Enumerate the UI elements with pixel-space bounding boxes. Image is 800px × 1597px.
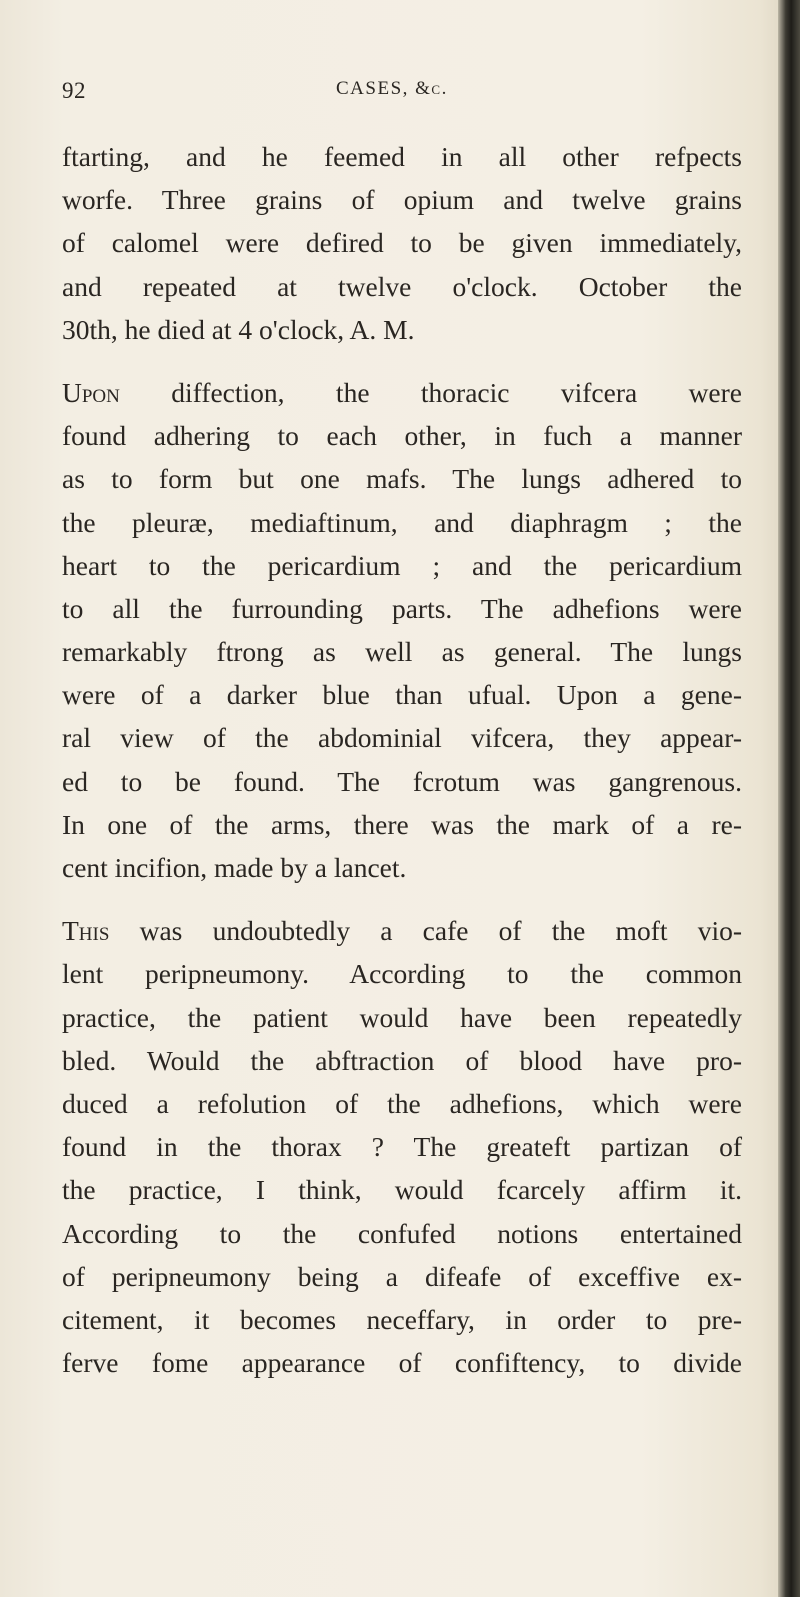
text-line: and repeated at twelve o'clock. October the — [62, 270, 742, 302]
text-line: worfe. Three grains of opium and twelve grains — [62, 184, 742, 216]
text-line: remarkably ftrong as well as general. The lungs — [62, 636, 742, 668]
text-line: were of a darker blue than ufual. Upon a gene- — [62, 679, 742, 711]
text-line: ral view of the abdominial vifcera, they appear- — [62, 722, 742, 754]
text-line: citement, it becomes neceffary, in order to pre- — [62, 1303, 742, 1335]
text-line: 30th, he died at 4 o'clock, A. M. — [62, 313, 415, 345]
paragraph-lead-word: Upon — [62, 376, 120, 408]
running-title: CASES, &c. — [336, 78, 448, 99]
text-line: ed to be found. The fcrotum was gangrenous. — [62, 765, 742, 797]
text-line: In one of the arms, there was the mark of a re- — [62, 808, 742, 840]
body-text — [62, 135, 742, 1384]
page-number: 92 — [62, 78, 86, 103]
text-line: duced a refolution of the adhefions, which were — [62, 1087, 742, 1119]
paragraph-2 — [62, 371, 742, 889]
page-binding-edge — [778, 0, 800, 1597]
text-line: the practice, I think, would fcarcely affirm it. — [62, 1174, 742, 1206]
text-line: Upon diffection, the thoracic vifcera were — [62, 376, 742, 408]
text-line: This was undoubtedly a cafe of the moft vio- — [62, 915, 742, 947]
text-line: practice, the patient would have been repeatedly — [62, 1001, 742, 1033]
text-line: of peripneumony being a difeafe of exceffive ex- — [62, 1260, 742, 1292]
text-line: heart to the pericardium ; and the pericardium — [62, 549, 742, 581]
text-line: cent incifion, made by a lancet. — [62, 852, 407, 883]
text-line: the pleuræ, mediaftinum, and diaphragm ; the — [62, 506, 742, 538]
text-line: as to form but one mafs. The lungs adhered to — [62, 463, 742, 495]
text-line: ferve fome appearance of confiftency, to divide — [62, 1347, 742, 1379]
text-line: to all the furrounding parts. The adhefions were — [62, 592, 742, 624]
paragraph-1 — [62, 135, 742, 351]
running-head — [0, 78, 760, 118]
text-line: lent peripneumony. According to the common — [62, 958, 742, 990]
text-line: According to the confufed notions entertained — [62, 1217, 742, 1249]
text-line: bled. Would the abftraction of blood have pro- — [62, 1044, 742, 1076]
text-line: of calomel were defired to be given immediately, — [62, 227, 742, 259]
paragraph-lead-word: This — [62, 915, 110, 947]
text-line: found adhering to each other, in fuch a manner — [62, 420, 742, 452]
paragraph-3 — [62, 909, 742, 1384]
text-line: ftarting, and he feemed in all other refpects — [62, 141, 742, 172]
text-line: found in the thorax ? The greateft partizan of — [62, 1131, 742, 1163]
